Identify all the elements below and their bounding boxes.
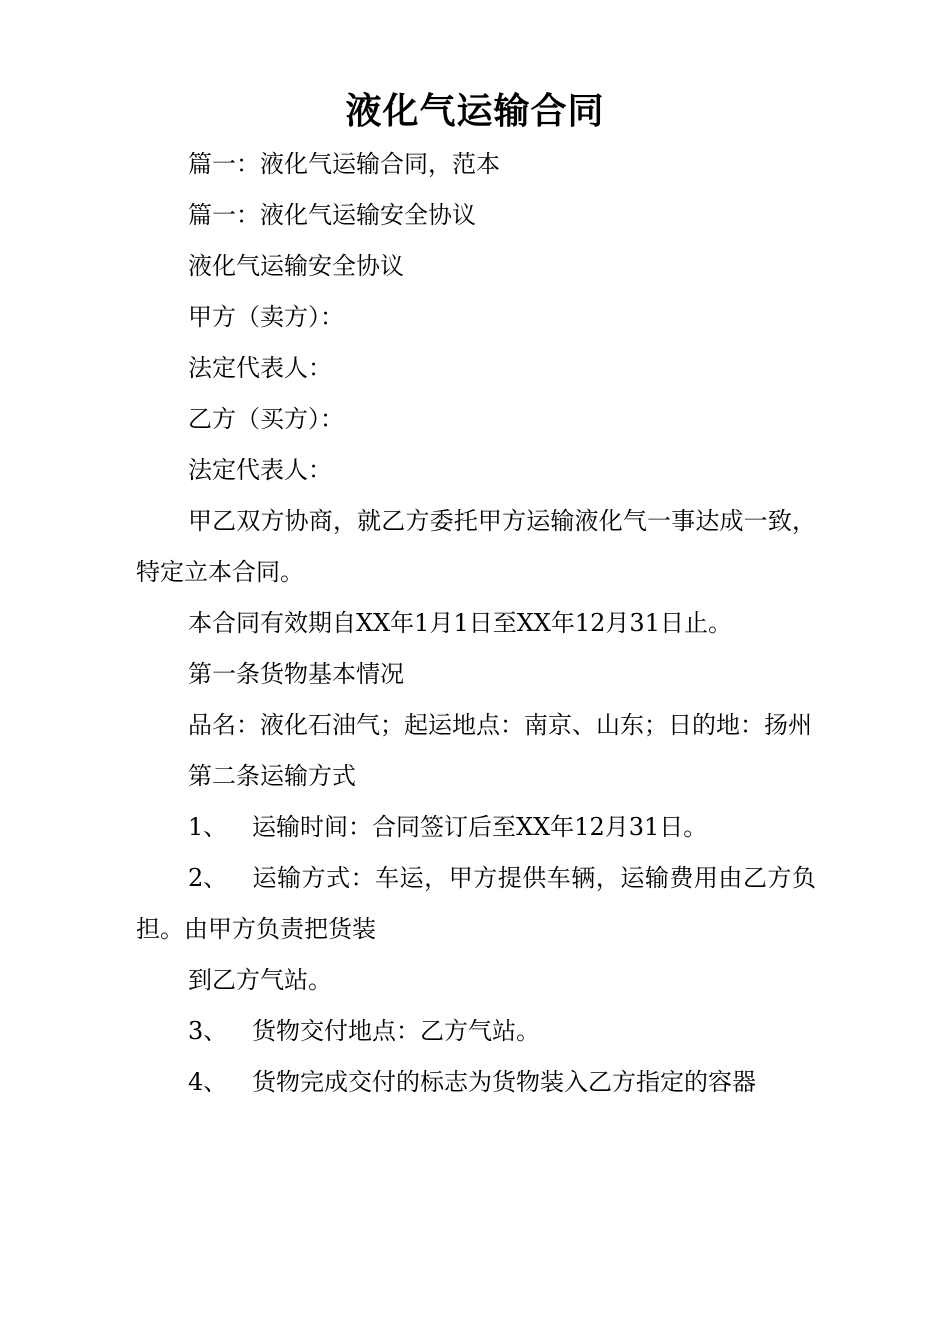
list-item-text: 货物交付地点：乙方气站。 xyxy=(252,1017,540,1045)
paragraph-party-a: 甲方（卖方）： xyxy=(188,303,344,331)
list-item-number: 1、 xyxy=(188,813,228,841)
list-item xyxy=(136,1006,816,1057)
paragraph-agreement-intro: 甲乙双方协商，就乙方委托甲方运输液化气一事达成一致，特定立本合同。 xyxy=(136,507,816,586)
paragraph-article-2: 第二条运输方式 xyxy=(188,762,356,790)
document-title: 液化气运输合同 xyxy=(345,90,605,132)
list-item-text: 货物完成交付的标志为货物装入乙方指定的容器 xyxy=(252,1068,756,1096)
paragraph-agreement-title: 液化气运输安全协议 xyxy=(188,252,404,280)
list-item-number: 3、 xyxy=(188,1017,228,1045)
list-item xyxy=(136,853,816,955)
paragraph-heading-1: 篇一：液化气运输合同，范本 xyxy=(188,150,500,178)
paragraph-article-1: 第一条货物基本情况 xyxy=(188,660,404,688)
list-item-number: 4、 xyxy=(188,1068,228,1096)
document-body xyxy=(136,139,816,1108)
paragraph-validity: 本合同有效期自XX年1月1日至XX年12月31日止。 xyxy=(188,609,732,637)
list-item xyxy=(136,802,816,853)
paragraph-heading-2: 篇一：液化气运输安全协议 xyxy=(188,201,476,229)
list-item-number: 2、 xyxy=(188,864,228,892)
paragraph-legal-rep-a: 法定代表人： xyxy=(188,354,332,382)
list-item xyxy=(136,1057,816,1108)
paragraph-goods-info: 品名：液化石油气；起运地点：南京、山东；日的地：扬州 xyxy=(188,711,812,739)
paragraph-continuation: 到乙方气站。 xyxy=(188,966,332,994)
list-item-text: 运输时间：合同签订后至XX年12月31日。 xyxy=(252,813,708,841)
paragraph-legal-rep-b: 法定代表人： xyxy=(188,456,332,484)
list-item-text: 运输方式：车运，甲方提供车辆，运输费用由乙方负担。由甲方负责把货装 xyxy=(136,864,816,943)
paragraph-party-b: 乙方（买方）： xyxy=(188,405,344,433)
